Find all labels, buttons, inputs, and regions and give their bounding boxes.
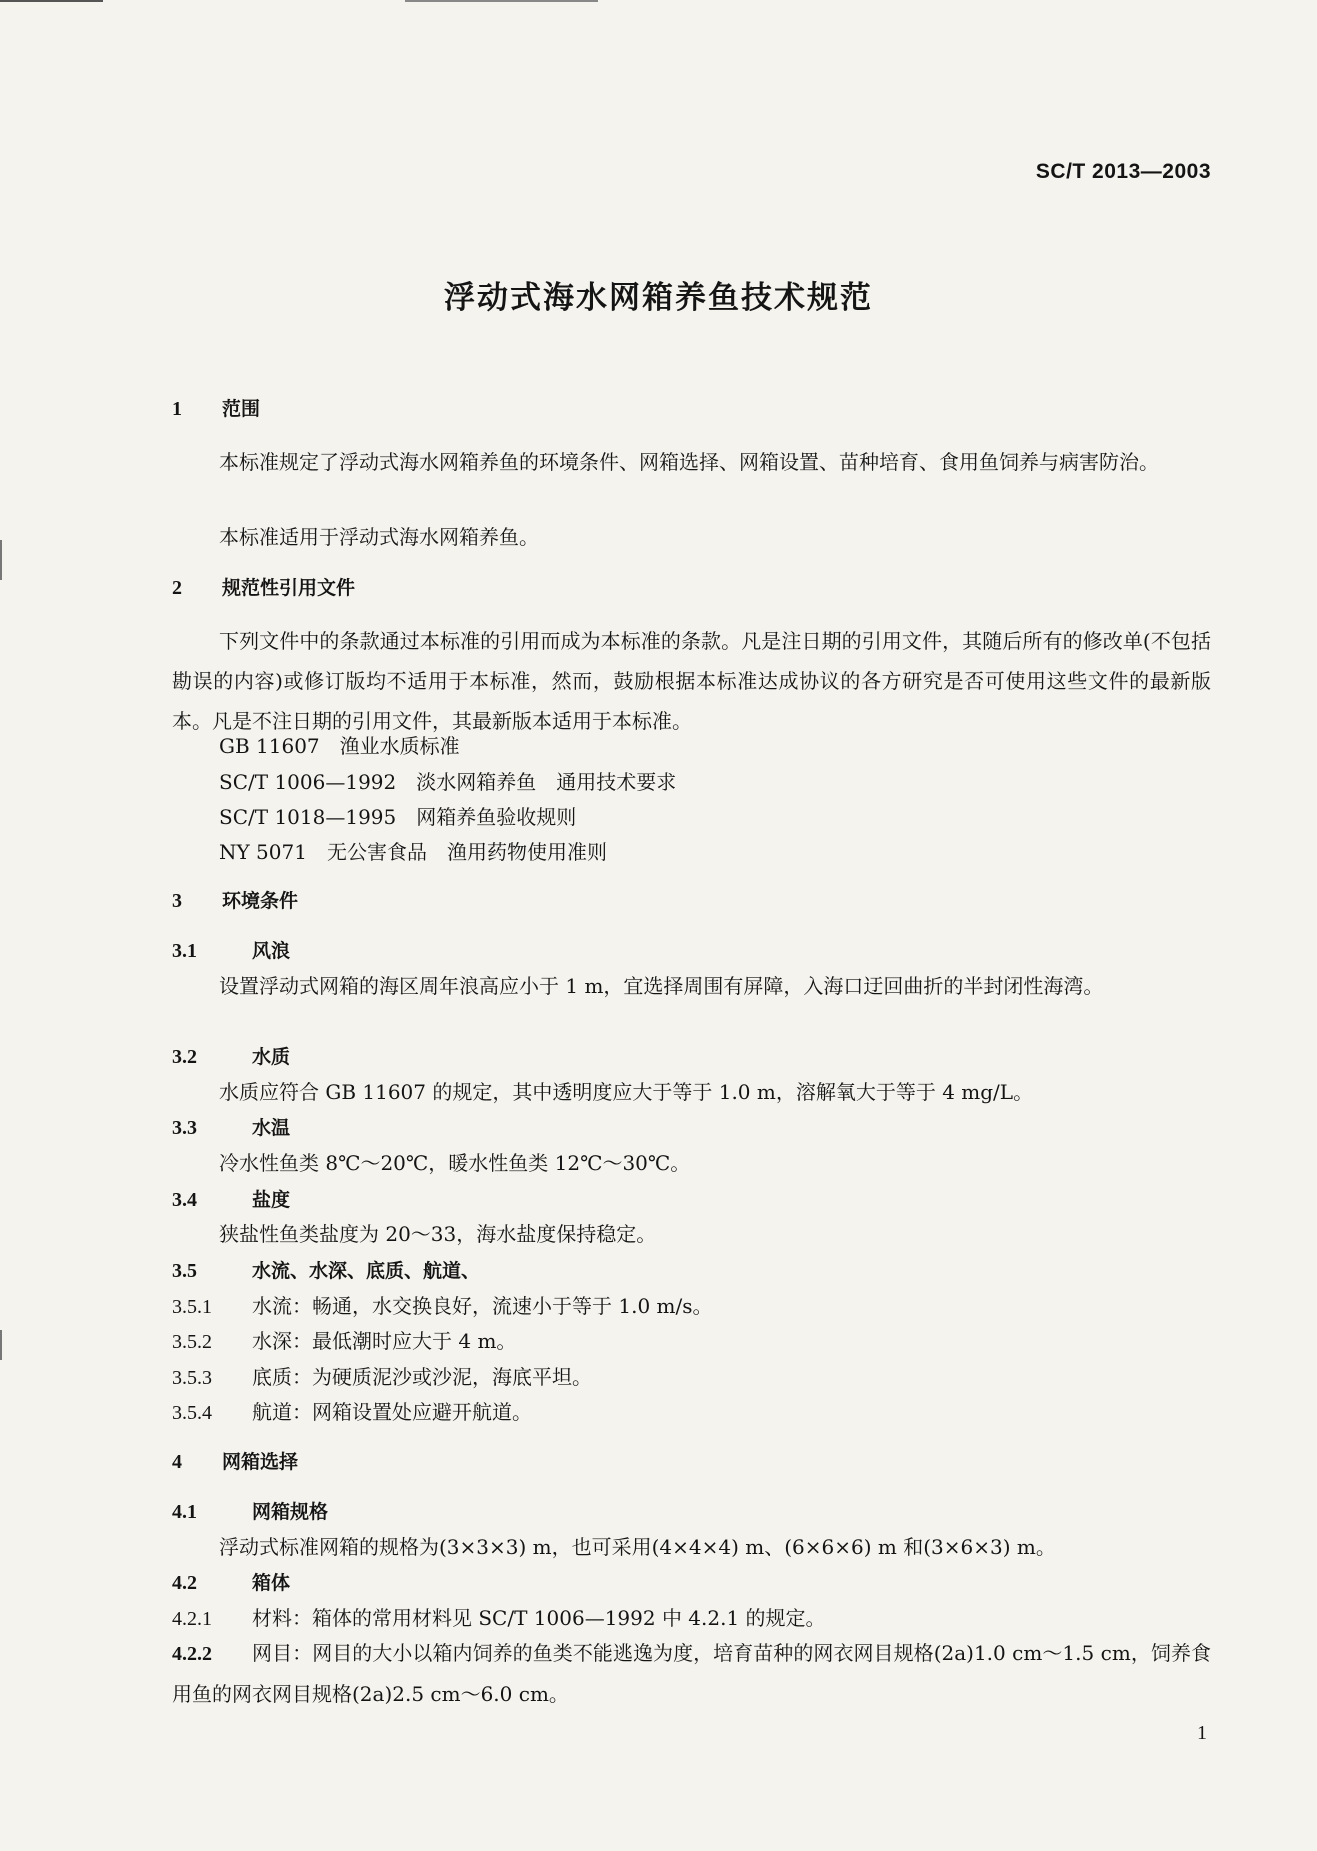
- page-number: 1: [1197, 1722, 1207, 1744]
- reference-name: 渔业水质标准: [339, 734, 460, 758]
- subsection-heading: [172, 1036, 1211, 1077]
- reference-name: 淡水网箱养鱼 通用技术要求: [416, 770, 677, 794]
- subsection-heading: [172, 930, 1211, 971]
- subsection-number: 3.3: [172, 1117, 197, 1139]
- section-number: 1: [172, 398, 182, 420]
- document-title: 浮动式海水网箱养鱼技术规范: [444, 280, 873, 316]
- subsection-number: 3.4: [172, 1189, 197, 1211]
- subsection-title: 风浪: [252, 940, 291, 962]
- paragraph: 本标准规定了浮动式海水网箱养鱼的环境条件、网箱选择、网箱设置、苗种培育、食用鱼饲养与病害防治。: [219, 450, 1159, 474]
- subsection-number: 3.2: [172, 1046, 197, 1068]
- clause-item: [172, 1392, 1211, 1433]
- paragraph: 冷水性鱼类 8℃～20℃，暖水性鱼类 12℃～30℃。: [219, 1151, 691, 1175]
- subsection-title: 箱体: [252, 1572, 291, 1594]
- section-heading: [172, 1442, 1211, 1482]
- subsection-title: 网箱规格: [252, 1501, 329, 1523]
- subsection-heading: [172, 1491, 1211, 1532]
- clause-number: 3.5.1: [172, 1296, 212, 1318]
- paragraph: 本标准适用于浮动式海水网箱养鱼。: [219, 525, 539, 549]
- paragraph: 水质应符合 GB 11607 的规定，其中透明度应大于等于 1.0 m，溶解氧大于等于 4 mg/L。: [219, 1080, 1034, 1104]
- clause-item: [172, 1633, 1211, 1714]
- reference-code: SC/T 1006—1992: [219, 770, 397, 794]
- clause-item: [172, 1321, 1211, 1362]
- subsection-title: 水流、水深、底质、航道、: [252, 1260, 481, 1282]
- clause-number: 3.5.2: [172, 1331, 212, 1353]
- clause-text: 材料：箱体的常用材料见 SC/T 1006—1992 中 4.2.1 的规定。: [252, 1606, 826, 1630]
- clause-number: 4.2.2: [172, 1643, 212, 1665]
- paragraph: 狭盐性鱼类盐度为 20～33，海水盐度保持稳定。: [219, 1222, 657, 1246]
- subsection-heading: [172, 1250, 1211, 1291]
- subsection-number: 3.5: [172, 1260, 197, 1282]
- paragraph: 下列文件中的条款通过本标准的引用而成为本标准的条款。凡是注日期的引用文件，其随后所有的修改单(不包括勘误的内容)或修订版均不适用于本标准，然而，鼓励根据本标准达成协议的各方研究是否可使用这些文件的最新版本。凡是不注日期的引用文件，其最新版本适用于本标准。: [172, 629, 1211, 733]
- reference-item: [172, 726, 1211, 766]
- section-heading: [172, 881, 1211, 921]
- clause-number: 3.5.3: [172, 1367, 212, 1389]
- section-heading: [172, 568, 1211, 608]
- section-heading: [172, 389, 1211, 429]
- scan-artifact-mark: [0, 1330, 2, 1360]
- clause-text: 底质：为硬质泥沙或沙泥，海底平坦。: [252, 1365, 592, 1389]
- section-number: 3: [172, 890, 182, 912]
- section-title: 网箱选择: [222, 1451, 299, 1473]
- reference-item: [172, 797, 1211, 837]
- subsection-number: 4.1: [172, 1501, 197, 1523]
- clause-number: 4.2.1: [172, 1608, 212, 1630]
- scan-artifact-line: [0, 0, 103, 2]
- section-number: 2: [172, 577, 182, 599]
- subsection-heading: [172, 1562, 1211, 1603]
- subsection-title: 盐度: [252, 1189, 291, 1211]
- subsection-title: 水质: [252, 1046, 291, 1068]
- clause-text: 网目：网目的大小以箱内饲养的鱼类不能逃逸为度，培育苗种的网衣网目规格(2a)1.0 cm～1.5 cm，饲养食用鱼的网衣网目规格(2a)2.5 cm～6.0 cm。: [172, 1641, 1211, 1706]
- section-title: 范围: [222, 398, 261, 420]
- subsection-number: 4.2: [172, 1572, 197, 1594]
- scan-artifact-mark: [0, 540, 2, 580]
- subsection-number: 3.1: [172, 940, 197, 962]
- clause-text: 水流：畅通，水交换良好，流速小于等于 1.0 m/s。: [252, 1294, 713, 1318]
- paragraph: 浮动式标准网箱的规格为(3×3×3) m，也可采用(4×4×4) m、(6×6×6) m 和(3×6×3) m。: [219, 1535, 1056, 1559]
- section-title: 规范性引用文件: [222, 577, 356, 599]
- scan-artifact-line: [405, 0, 598, 2]
- reference-name: 网箱养鱼验收规则: [416, 805, 577, 829]
- clause-number: 3.5.4: [172, 1402, 212, 1424]
- paragraph: 设置浮动式网箱的海区周年浪高应小于 1 m，宜选择周围有屏障，入海口迂回曲折的半封闭性海湾。: [219, 974, 1104, 998]
- clause-text: 航道：网箱设置处应避开航道。: [252, 1400, 532, 1424]
- reference-code: SC/T 1018—1995: [219, 805, 397, 829]
- section-title: 环境条件: [222, 890, 299, 912]
- reference-code: GB 11607: [219, 734, 320, 758]
- clause-text: 水深：最低潮时应大于 4 m。: [252, 1329, 517, 1353]
- subsection-heading: [172, 1107, 1211, 1148]
- reference-item: [172, 762, 1211, 802]
- standard-code: SC/T 2013—2003: [1035, 160, 1211, 183]
- section-number: 4: [172, 1451, 182, 1473]
- subsection-title: 水温: [252, 1117, 291, 1139]
- reference-item: [172, 832, 1211, 872]
- reference-name: 无公害食品 渔用药物使用准则: [326, 840, 607, 864]
- reference-code: NY 5071: [219, 840, 307, 864]
